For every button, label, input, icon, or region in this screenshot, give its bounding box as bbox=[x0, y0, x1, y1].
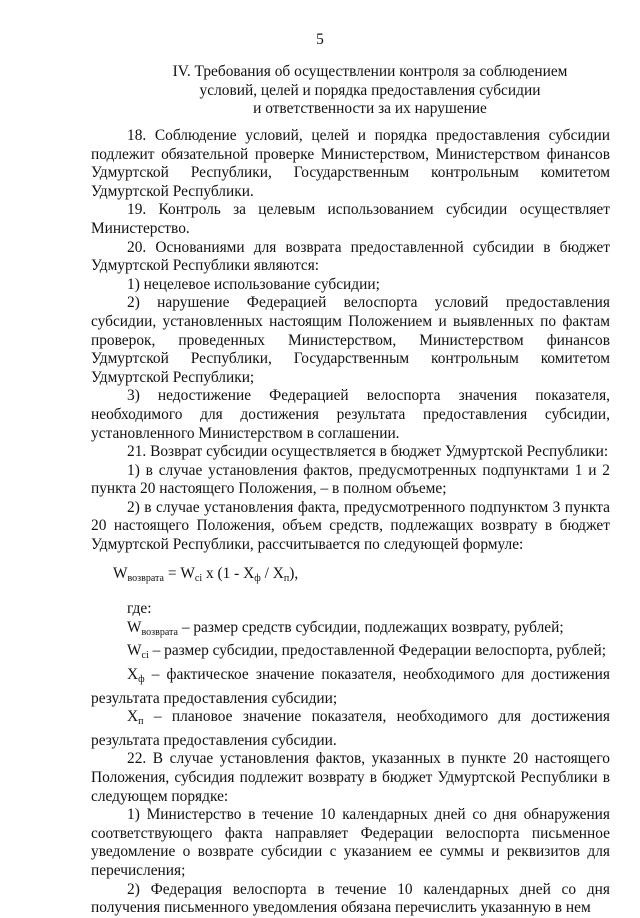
formula-subscript: возврата bbox=[127, 572, 164, 584]
paragraph-20: 20. Основаниями для возврата предоставленной субсидии в бюджет Удмуртской Республики являются: bbox=[91, 238, 610, 275]
def-symbol: W bbox=[127, 618, 142, 636]
paragraph-21-item-1: 1) в случае установления фактов, предусмотренных подпунктами 1 и 2 пункта 20 настоящего Положения, – в полном объеме; bbox=[91, 461, 610, 498]
paragraph-22-item-1: 1) Министерство в течение 10 календарных дней со дня обнаружения соответствующего факта направляет Федерации велоспорта письменное уведомление о возврате субсидии с указанием ее суммы и реквизитов для перечисления; bbox=[91, 806, 610, 879]
paragraph-18: 18. Соблюдение условий, целей и порядка предоставления субсидии подлежит обязательной проверке Министерством, Министерством финансов Удмуртской Республики, Государственным контрольным комитетом Удмуртской Республики. bbox=[91, 127, 610, 200]
def-text: – плановое значение показателя, необходимого для достижения результата предоставления субсидии. bbox=[91, 708, 610, 749]
heading-line: условий, целей и порядка предоставления субсидии bbox=[199, 81, 541, 99]
paragraph-21-item-2: 2) в случае установления факта, предусмотренного подпунктом 3 пункта 20 настоящего Положения, объем средств, подлежащих возврату в бюджет Удмуртской Республики, рассчитывается по следующей формуле: bbox=[91, 498, 610, 554]
def-text: – размер субсидии, предоставленной Федерации велоспорта, рублей; bbox=[148, 642, 606, 660]
paragraph-22-item-2: 2) Федерация велоспорта в течение 10 календарных дней со дня получения письменного уведомления обязана перечислить указанную в нем bbox=[91, 880, 610, 917]
definition-w-ci bbox=[91, 642, 610, 666]
paragraph-21: 21. Возврат субсидии осуществляется в бюджет Удмуртской Республики: bbox=[127, 443, 609, 461]
paragraph-22: 22. В случае установления фактов, указанных в пункте 20 настоящего Положения, субсидия подлежит возврату в бюджет Удмуртской Республики в следующем порядке: bbox=[91, 750, 610, 805]
definition-w-return bbox=[91, 619, 610, 643]
formula-subscript: ci bbox=[194, 572, 203, 584]
def-text: – размер средств субсидии, подлежащих возврату, рублей; bbox=[177, 618, 564, 636]
def-subscript: ф bbox=[138, 674, 145, 686]
section-heading bbox=[150, 63, 590, 119]
formula-part: x (1 - X bbox=[202, 564, 255, 582]
def-subscript: возврата bbox=[141, 626, 178, 638]
formula-part: ), bbox=[289, 564, 299, 582]
formula-subscript: п bbox=[283, 572, 290, 584]
def-symbol: X bbox=[127, 708, 139, 726]
heading-line: IV. Требования об осуществлении контроля за соблюдением bbox=[172, 63, 568, 80]
formula-part: = W bbox=[163, 564, 195, 582]
def-text: – фактическое значение показателя, необходимого для достижения результата предоставления субсидии; bbox=[91, 666, 610, 707]
def-subscript: п bbox=[138, 716, 144, 728]
definition-x-fact bbox=[91, 666, 610, 708]
formula-part: W bbox=[113, 564, 128, 582]
formula-subscript: ф bbox=[254, 572, 261, 584]
formula-part: / X bbox=[260, 564, 284, 582]
paragraph-20-item-3: 3) недостижение Федерацией велоспорта значения показателя, необходимого для достижения результата предоставления субсидии, установленного Министерством в соглашении. bbox=[91, 387, 610, 442]
where-label: где: bbox=[127, 600, 152, 618]
def-symbol: W bbox=[127, 642, 142, 660]
def-subscript: ci bbox=[141, 650, 149, 662]
paragraph-19: 19. Контроль за целевым использованием субсидии осуществляет Министерство. bbox=[91, 201, 610, 237]
return-formula bbox=[91, 555, 610, 601]
heading-line: и ответственности за их нарушение bbox=[253, 100, 487, 118]
definition-x-plan bbox=[91, 708, 610, 750]
def-symbol: X bbox=[127, 666, 139, 684]
paragraph-20-item-1: 1) нецелевое использование субсидии; bbox=[127, 275, 380, 293]
document-body bbox=[91, 127, 610, 918]
page-number: 5 bbox=[316, 31, 324, 48]
paragraph-20-item-2: 2) нарушение Федерацией велоспорта условий предоставления субсидии, установленных настоящим Положением и выявленных по фактам проверок, проведенных Министерством, Министерством финансов Удмуртской Республики, Государственным контрольным комитетом Удмуртской Республики; bbox=[91, 294, 610, 386]
